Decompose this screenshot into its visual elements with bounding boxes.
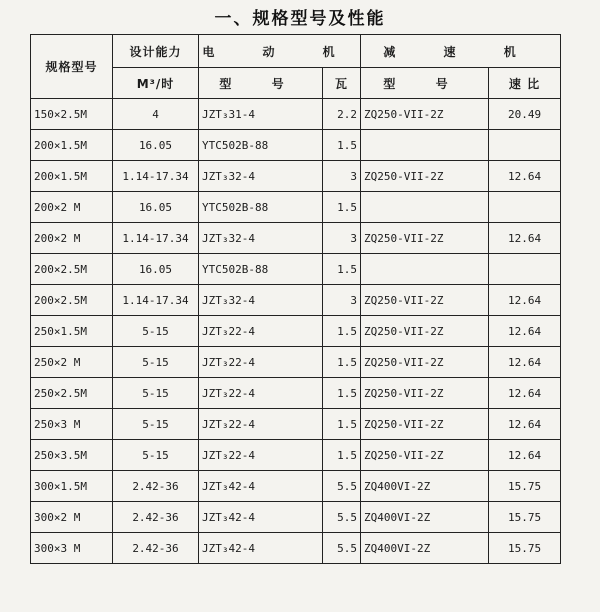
header-motor-type: 型 号 — [199, 68, 323, 99]
cell-motor-type: JZT₃22-4 — [199, 440, 323, 471]
cell-motor-type: YTC502B-88 — [199, 130, 323, 161]
cell-reducer-type: ZQ250-VII-2Z — [361, 223, 489, 254]
header-ratio: 速 比 — [489, 68, 561, 99]
cell-capacity: 2.42-36 — [113, 502, 199, 533]
table-row — [31, 316, 561, 347]
cell-model: 200×2.5M — [31, 254, 113, 285]
header-model: 规格型号 — [31, 35, 113, 99]
table-row — [31, 533, 561, 564]
cell-ratio: 12.64 — [489, 223, 561, 254]
cell-reducer-type: ZQ250-VII-2Z — [361, 161, 489, 192]
cell-model: 200×1.5M — [31, 161, 113, 192]
cell-ratio: 15.75 — [489, 471, 561, 502]
cell-reducer-type: ZQ250-VII-2Z — [361, 378, 489, 409]
table-row — [31, 223, 561, 254]
cell-motor-power: 1.5 — [323, 254, 361, 285]
cell-ratio: 20.49 — [489, 99, 561, 130]
cell-motor-type: JZT₃32-4 — [199, 285, 323, 316]
cell-capacity: 16.05 — [113, 192, 199, 223]
cell-motor-type: JZT₃32-4 — [199, 223, 323, 254]
header-reducer: 减 速 机 — [361, 35, 561, 68]
cell-model: 150×2.5M — [31, 99, 113, 130]
table-row — [31, 285, 561, 316]
cell-motor-power: 3 — [323, 223, 361, 254]
cell-reducer-type: ZQ250-VII-2Z — [361, 409, 489, 440]
cell-motor-power: 5.5 — [323, 502, 361, 533]
cell-motor-type: JZT₃42-4 — [199, 502, 323, 533]
table-row — [31, 378, 561, 409]
cell-ratio: 12.64 — [489, 440, 561, 471]
header-reducer-type: 型 号 — [361, 68, 489, 99]
cell-motor-type: YTC502B-88 — [199, 254, 323, 285]
table-row — [31, 347, 561, 378]
cell-ratio: 12.64 — [489, 409, 561, 440]
cell-capacity: 2.42-36 — [113, 533, 199, 564]
cell-capacity: 5-15 — [113, 440, 199, 471]
table-row — [31, 502, 561, 533]
cell-motor-type: YTC502B-88 — [199, 192, 323, 223]
cell-ratio — [489, 254, 561, 285]
cell-capacity: 4 — [113, 99, 199, 130]
cell-motor-power: 1.5 — [323, 347, 361, 378]
header-motor: 电 动 机 — [199, 35, 361, 68]
cell-motor-type: JZT₃22-4 — [199, 347, 323, 378]
cell-capacity: 2.42-36 — [113, 471, 199, 502]
cell-model: 300×3 M — [31, 533, 113, 564]
cell-capacity: 1.14-17.34 — [113, 285, 199, 316]
cell-motor-type: JZT₃22-4 — [199, 316, 323, 347]
cell-motor-type: JZT₃31-4 — [199, 99, 323, 130]
cell-ratio: 12.64 — [489, 378, 561, 409]
cell-capacity: 1.14-17.34 — [113, 161, 199, 192]
cell-model: 250×3 M — [31, 409, 113, 440]
cell-reducer-type: ZQ250-VII-2Z — [361, 440, 489, 471]
cell-capacity: 1.14-17.34 — [113, 223, 199, 254]
cell-motor-type: JZT₃22-4 — [199, 409, 323, 440]
table-row — [31, 409, 561, 440]
cell-reducer-type: ZQ250-VII-2Z — [361, 316, 489, 347]
cell-ratio: 12.64 — [489, 285, 561, 316]
cell-capacity: 5-15 — [113, 316, 199, 347]
cell-reducer-type — [361, 254, 489, 285]
cell-motor-power: 1.5 — [323, 409, 361, 440]
cell-reducer-type: ZQ250-VII-2Z — [361, 99, 489, 130]
cell-ratio: 15.75 — [489, 502, 561, 533]
cell-ratio — [489, 130, 561, 161]
cell-model: 250×1.5M — [31, 316, 113, 347]
cell-ratio: 12.64 — [489, 347, 561, 378]
table-row — [31, 471, 561, 502]
table-row — [31, 130, 561, 161]
table-row — [31, 192, 561, 223]
cell-motor-power: 5.5 — [323, 533, 361, 564]
table-row — [31, 161, 561, 192]
cell-capacity: 16.05 — [113, 254, 199, 285]
cell-reducer-type: ZQ400VI-2Z — [361, 471, 489, 502]
header-capacity-unit: M³/时 — [113, 68, 199, 99]
cell-motor-type: JZT₃32-4 — [199, 161, 323, 192]
cell-motor-type: JZT₃42-4 — [199, 533, 323, 564]
cell-model: 250×2 M — [31, 347, 113, 378]
header-capacity: 设计能力 — [113, 35, 199, 68]
cell-motor-power: 2.2 — [323, 99, 361, 130]
cell-reducer-type: ZQ250-VII-2Z — [361, 347, 489, 378]
table-row — [31, 99, 561, 130]
cell-motor-type: JZT₃22-4 — [199, 378, 323, 409]
cell-model: 200×2.5M — [31, 285, 113, 316]
cell-ratio — [489, 192, 561, 223]
cell-model: 300×2 M — [31, 502, 113, 533]
cell-capacity: 5-15 — [113, 409, 199, 440]
cell-motor-power: 5.5 — [323, 471, 361, 502]
spec-table — [30, 34, 561, 564]
cell-model: 200×2 M — [31, 223, 113, 254]
cell-reducer-type: ZQ400VI-2Z — [361, 533, 489, 564]
cell-reducer-type — [361, 192, 489, 223]
cell-capacity: 5-15 — [113, 347, 199, 378]
cell-motor-power: 1.5 — [323, 378, 361, 409]
page-title: 一、规格型号及性能 — [214, 9, 386, 29]
cell-ratio: 15.75 — [489, 533, 561, 564]
header-motor-power: 瓦 — [323, 68, 361, 99]
cell-ratio: 12.64 — [489, 316, 561, 347]
cell-capacity: 16.05 — [113, 130, 199, 161]
cell-model: 200×1.5M — [31, 130, 113, 161]
cell-reducer-type: ZQ400VI-2Z — [361, 502, 489, 533]
table-row — [31, 254, 561, 285]
cell-model: 300×1.5M — [31, 471, 113, 502]
cell-motor-power: 3 — [323, 285, 361, 316]
cell-reducer-type — [361, 130, 489, 161]
cell-capacity: 5-15 — [113, 378, 199, 409]
cell-motor-power: 3 — [323, 161, 361, 192]
cell-motor-power: 1.5 — [323, 316, 361, 347]
cell-motor-power: 1.5 — [323, 440, 361, 471]
cell-reducer-type: ZQ250-VII-2Z — [361, 285, 489, 316]
cell-motor-type: JZT₃42-4 — [199, 471, 323, 502]
cell-motor-power: 1.5 — [323, 130, 361, 161]
cell-ratio: 12.64 — [489, 161, 561, 192]
cell-motor-power: 1.5 — [323, 192, 361, 223]
cell-model: 250×2.5M — [31, 378, 113, 409]
table-row — [31, 440, 561, 471]
cell-model: 200×2 M — [31, 192, 113, 223]
cell-model: 250×3.5M — [31, 440, 113, 471]
